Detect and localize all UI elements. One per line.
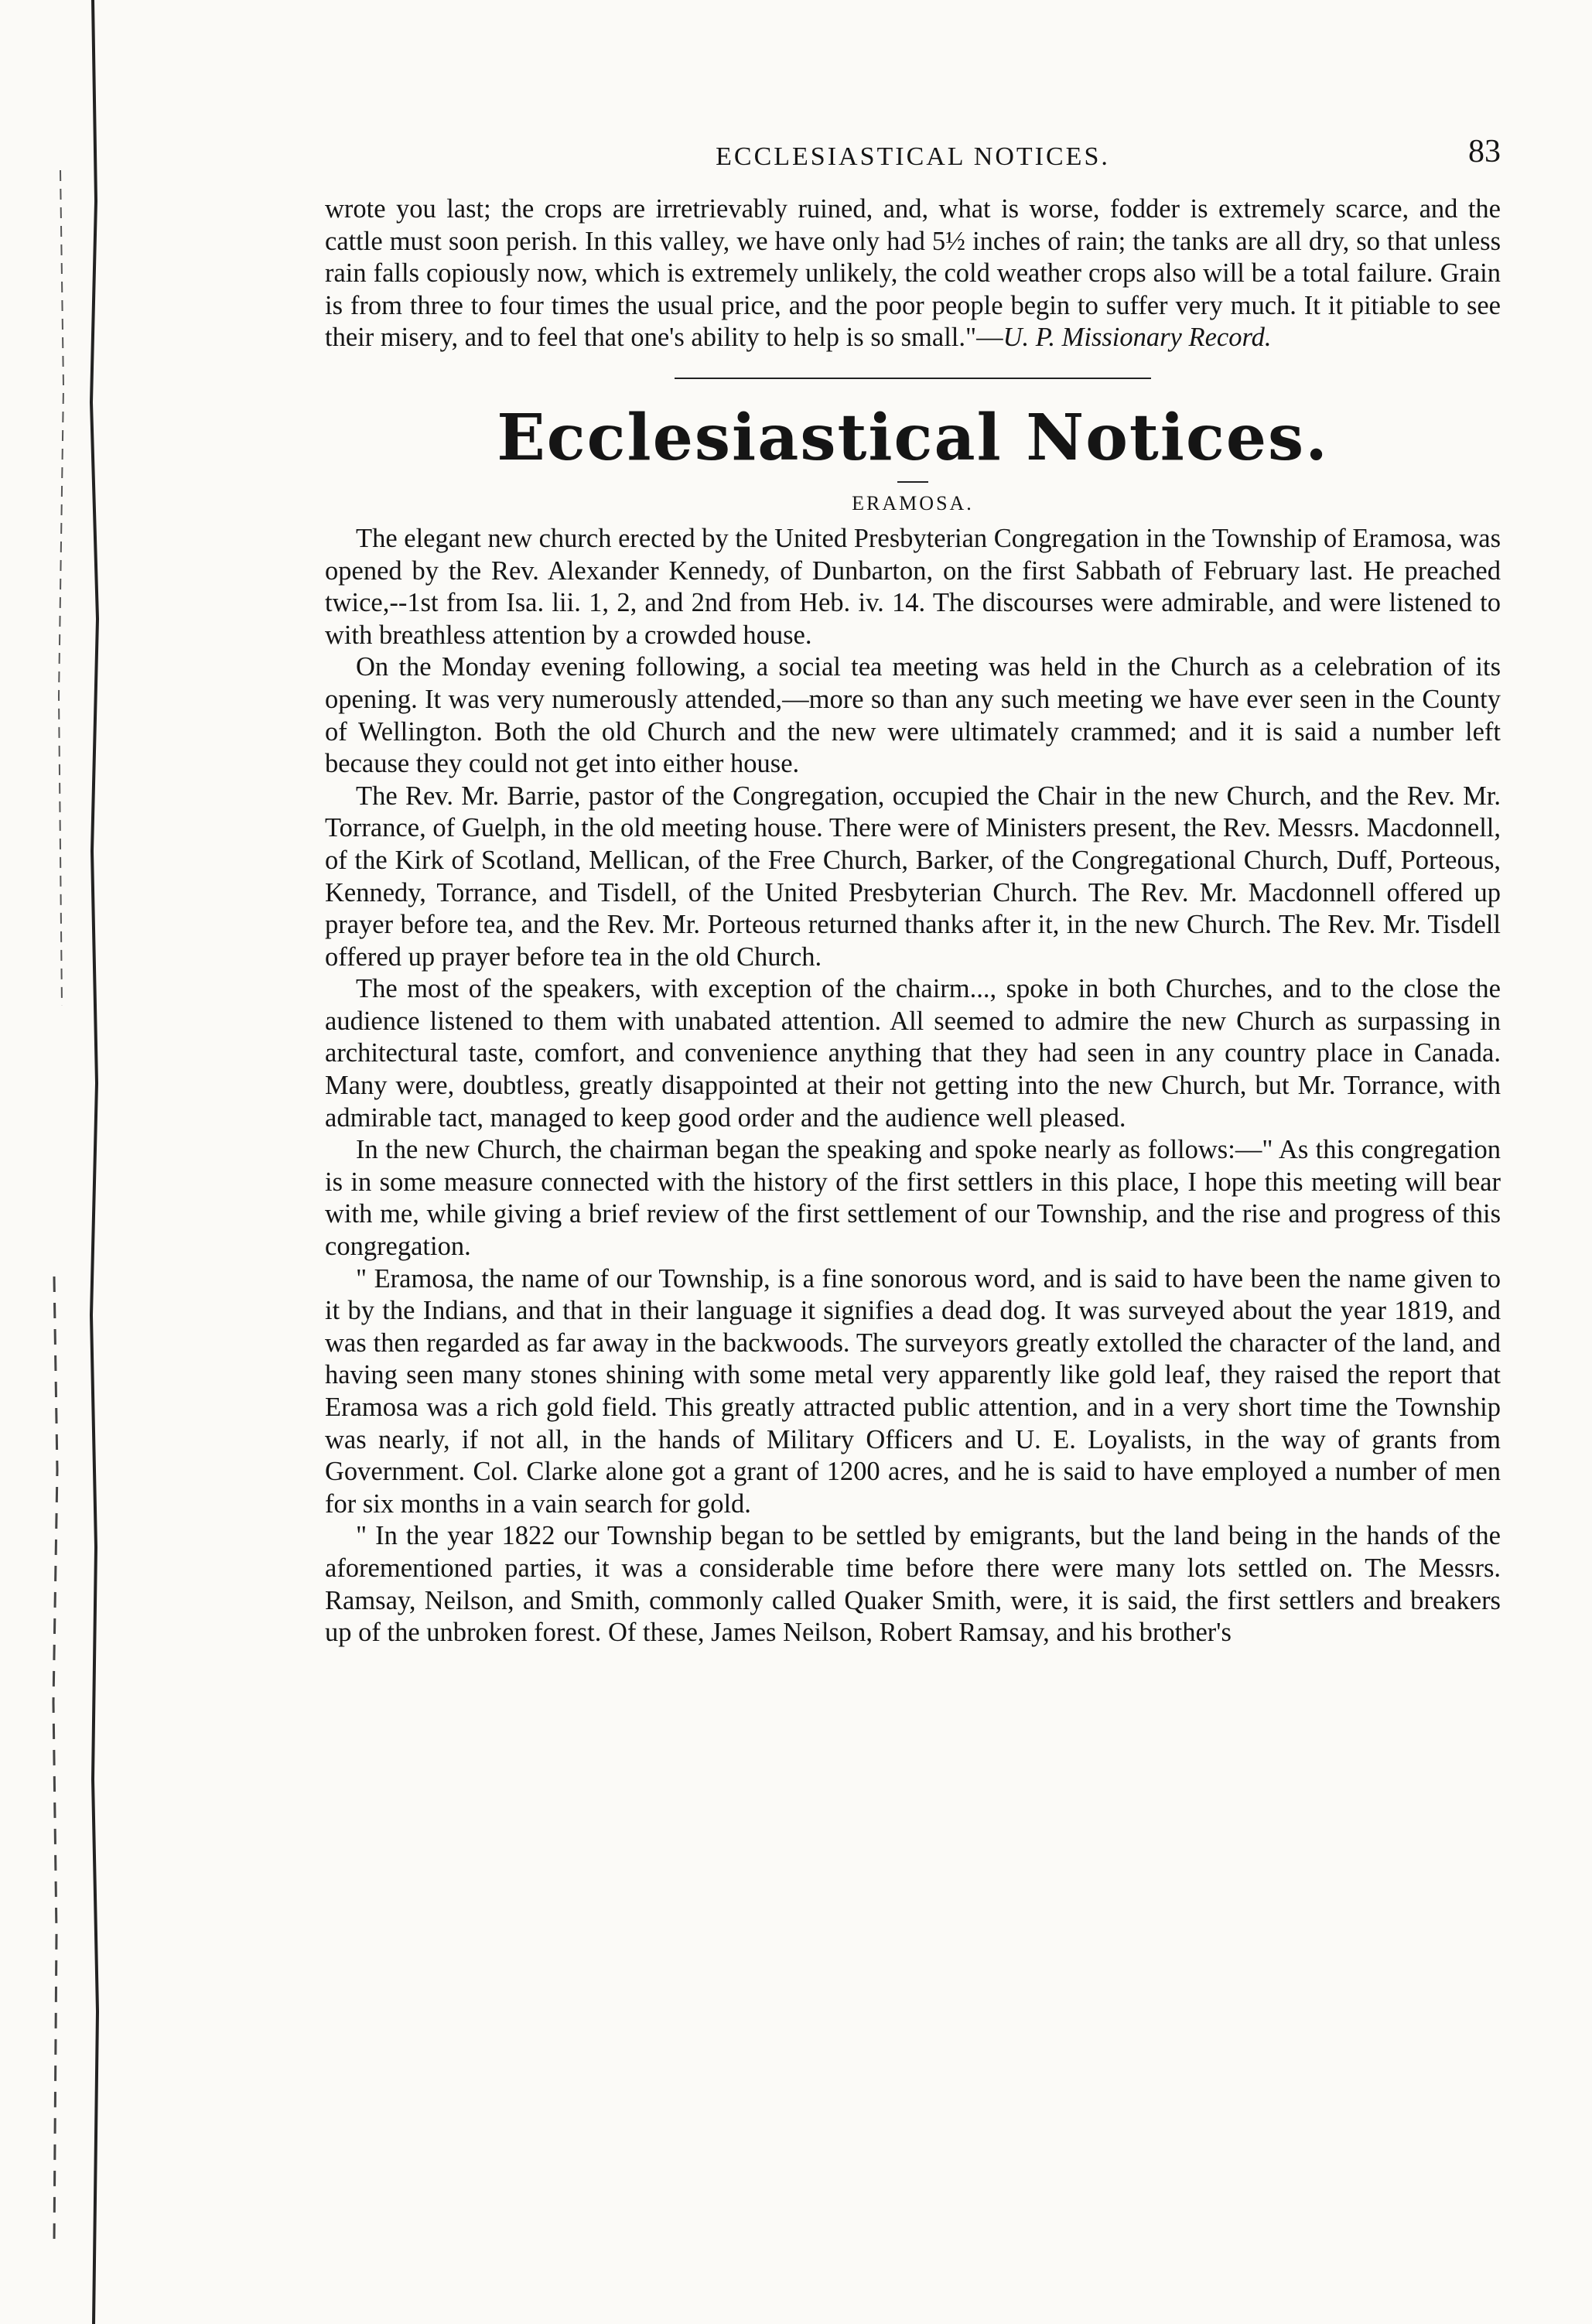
paragraph-5: In the new Church, the chairman began the speaking and spoke nearly as follows:—" As this congregation is in some measure connected with the history of the first settlers in this place, I hope this meeting will bear with me, while giving a brief review of the first settlement of our Township, and the rise and progress of this congregation. bbox=[325, 1135, 1501, 1262]
paragraph-1: The elegant new church erected by the United Presbyterian Congregation in the Township of Eramosa, was opened by the Rev. Alexander Kennedy, of Dunbarton, on the first Sabbath of February last. He preached twice,--1st from Isa. lii. 1, 2, and 2nd from Heb. iv. 14. The discourses were admirable, and were listened to with breathless attention by a crowded house. bbox=[325, 523, 1501, 650]
paragraph-7: " In the year 1822 our Township began to be settled by emigrants, but the land being in the hands of the aforementioned parties, it was a considerable time before there were many lots settled on. The Messrs. Ramsay, Neilson, and Smith, commonly called Quaker Smith, were, it is said, the first settlers and breakers up of the unbroken forest. Of these, James Neilson, Robert Ramsay, and his brother's bbox=[325, 1521, 1501, 1648]
running-head bbox=[325, 132, 1501, 193]
paragraph-3: The Rev. Mr. Barrie, pastor of the Congregation, occupied the Chair in the new Church, and the Rev. Mr. Torrance, of Guelph, in the old meeting house. There were of Ministers present, the Rev. Messrs. Macdonnell, of the Kirk of Scotland, Mellican, of the Free Church, Barker, of the Congregational Church, Duff, Porteous, Kennedy, Torrance, and Tisdell, of the United Presbyterian Church. The Rev. Mr. Macdonnell offered up prayer before tea, and the Rev. Mr. Porteous returned thanks after it, in the new Church. The Rev. Mr. Tisdell offered up prayer before tea in the old Church. bbox=[325, 781, 1501, 972]
paragraph-6: " Eramosa, the name of our Township, is a fine sonorous word, and is said to have been the name given to it by the Indians, and that in their language it signifies a dead dog. It was surveyed about the year 1819, and was then regarded as far away in the backwoods. The surveyors greatly extolled the character of the land, and having seen many stones shining with some metal very apparently like gold leaf, they raised the report that Eramosa was a rich gold field. This greatly attracted public attention, and in a very short time the Township was nearly, if not all, in the hands of Military Officers and U. E. Loyalists, in the way of grants from Government. Col. Clarke alone got a grant of 1200 acres, and he is said to have employed a number of men for six months in a vain search for gold. bbox=[325, 1263, 1501, 1519]
running-head-title: ECCLESIASTICAL NOTICES. bbox=[716, 142, 1110, 171]
title-ornament-rule bbox=[897, 481, 928, 483]
section-divider bbox=[675, 378, 1151, 379]
paragraph-4: The most of the speakers, with exception of the chairm..., spoke in both Churches, and to the close the audience listened to them with unabated attention. All seemed to admire the new Church as surpassing in architectural taste, comfort, and convenience anything that they had seen in any country place in Canada. Many were, doubtless, greatly disappointed at their not getting into the new Church, but Mr. Torrance, with admirable tact, managed to keep good order and the audience well pleased. bbox=[325, 974, 1501, 1133]
section-title: Ecclesiastical Notices. bbox=[497, 400, 1329, 475]
page-content bbox=[325, 132, 1501, 2282]
continuation-paragraph bbox=[325, 193, 1501, 354]
page-binding-edge bbox=[0, 0, 116, 2324]
page-number: 83 bbox=[1468, 134, 1501, 169]
subhead-eramosa: ERAMOSA. bbox=[852, 491, 974, 514]
paragraph-2: On the Monday evening following, a social tea meeting was held in the Church as a celebration of its opening. It was very numerously attended,—more so than any such meeting we have ever seen in the County of Wellington. Both the old Church and the new were ultimately crammed; and it is said a number left because they could not get into either house. bbox=[325, 652, 1501, 779]
citation: U. P. Missionary Record. bbox=[1003, 323, 1272, 353]
continuation-text: wrote you last; the crops are irretrievably ruined, and, what is worse, fodder is extremely scarce, and the cattle must soon perish. In this valley, we have only had 5½ inches of rain; the tanks are all dry, so that unless rain falls copiously now, which is extremely unlikely, the cold weather crops also will be a total failure. Grain is from three to four times the usual price, and the poor people begin to suffer very much. It it pitiable to see their misery, and to feel that one's ability to help is so small."— bbox=[325, 194, 1501, 353]
